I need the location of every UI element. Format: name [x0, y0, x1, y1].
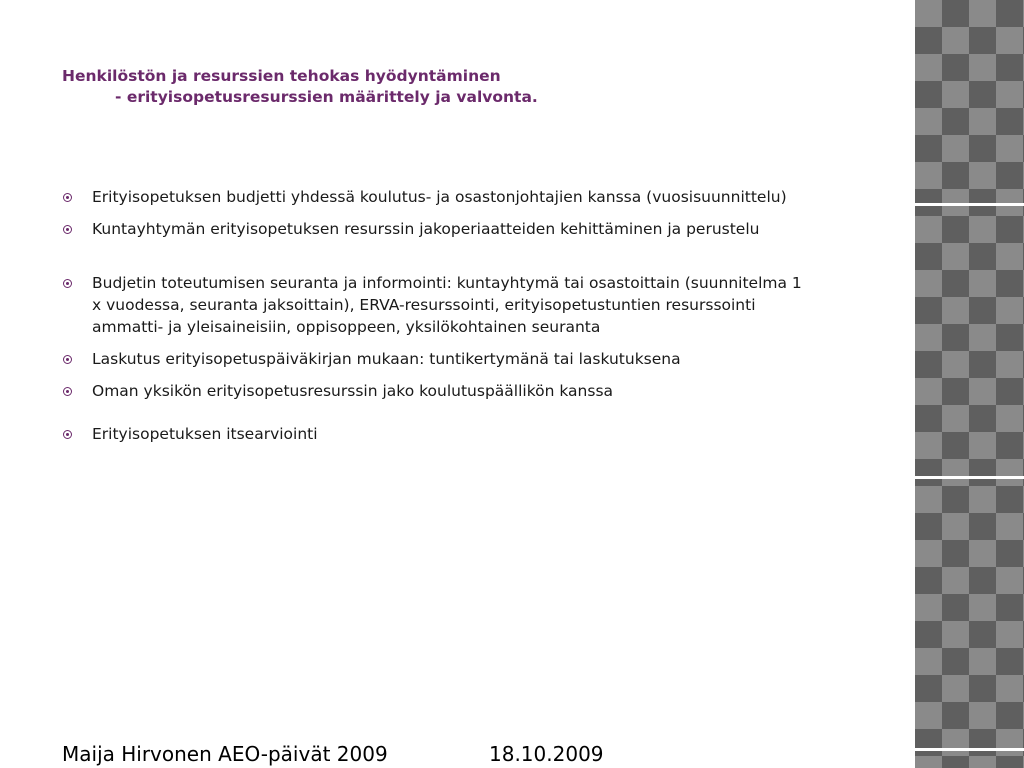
strip-separators: [913, 0, 1024, 768]
circled-dot-bullet-icon: [63, 355, 72, 364]
bullet-item: [62, 380, 802, 402]
circled-dot-bullet-icon: [63, 193, 72, 202]
title-line-2: - erityisopetusresurssien määrittely ja valvonta.: [115, 88, 538, 106]
bullet-item: [62, 218, 802, 240]
bullet-text: Oman yksikön erityisopetusresurssin jako koulutuspäällikön kanssa: [92, 382, 614, 400]
footer-author: Maija Hirvonen AEO-päivät 2009: [62, 742, 388, 766]
strip-separator: [913, 203, 1024, 206]
bullet-text: Erityisopetuksen budjetti yhdessä koulutus- ja osastonjohtajien kanssa (vuosisuunnittelu): [92, 188, 787, 206]
slide-title: [62, 66, 538, 108]
circled-dot-bullet-icon: [63, 387, 72, 396]
bullet-item: [62, 423, 802, 445]
bullet-text: Kuntayhtymän erityisopetuksen resurssin jakoperiaatteiden kehittäminen ja perustelu: [92, 220, 760, 238]
circled-dot-bullet-icon: [63, 225, 72, 234]
bullet-item: [62, 348, 802, 370]
bullet-list: [62, 186, 802, 455]
circled-dot-bullet-icon: [63, 430, 72, 439]
title-line-1: Henkilöstön ja resurssien tehokas hyödyntäminen: [62, 67, 501, 85]
bullet-text: Erityisopetuksen itsearviointi: [92, 425, 318, 443]
bullet-text: Laskutus erityisopetuspäiväkirjan mukaan: tuntikertymänä tai laskutuksena: [92, 350, 681, 368]
strip-separator: [913, 476, 1024, 479]
circled-dot-bullet-icon: [63, 279, 72, 288]
strip-separator: [913, 748, 1024, 751]
bullet-text: Budjetin toteutumisen seuranta ja informointi: kuntayhtymä tai osastoittain (suunnitelma 1 x vuodessa, seuranta jaksoittain), ERVA-resurssointi, erityisopetustuntien resurssointi ammatti- ja yleisaineisiin, oppisoppeen, yksilökohtainen seuranta: [92, 274, 802, 336]
footer-date: 18.10.2009: [489, 742, 604, 766]
bullet-item: [62, 186, 802, 208]
bullet-item: [62, 272, 802, 338]
